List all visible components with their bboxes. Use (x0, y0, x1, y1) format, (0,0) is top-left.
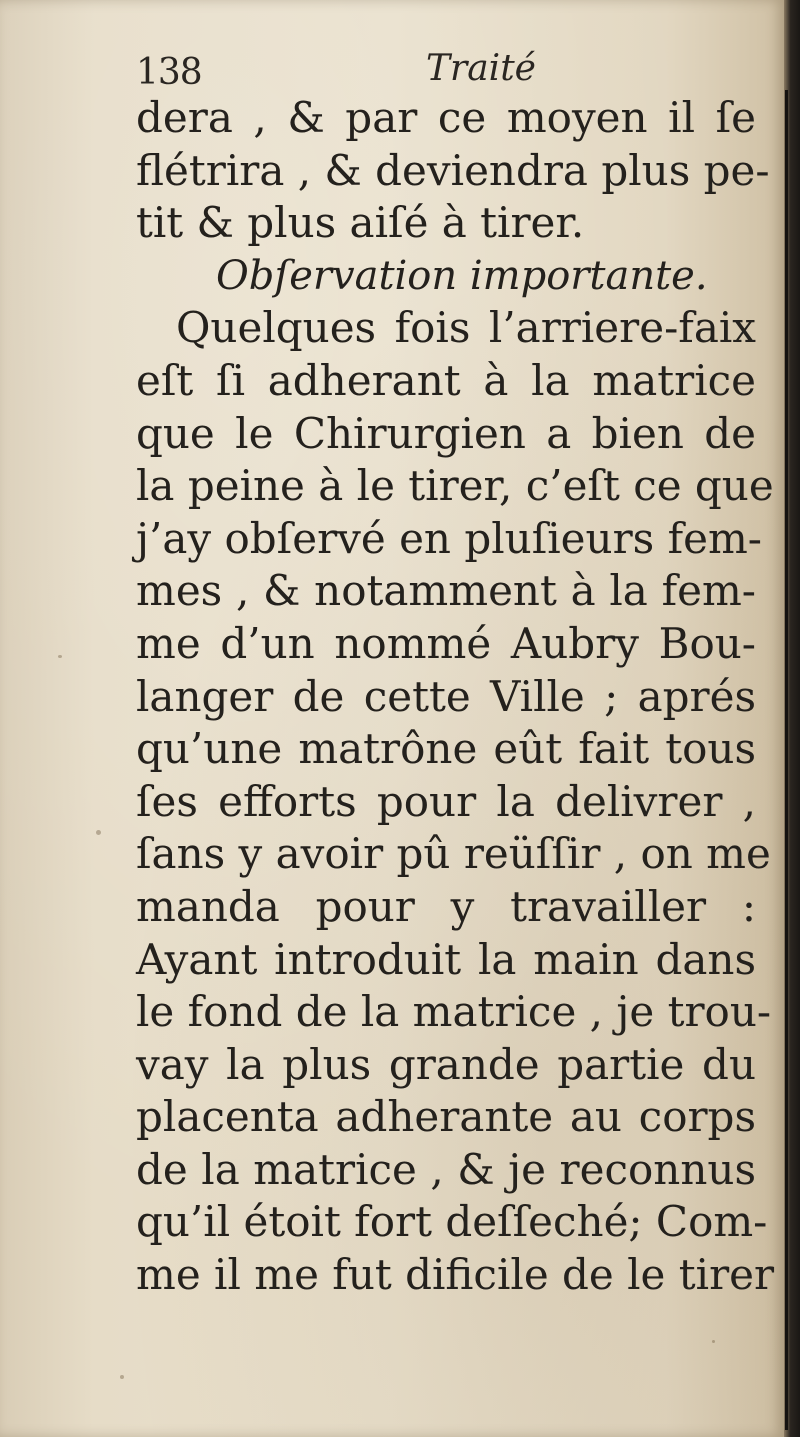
text-line: qu’il étoit fort deſſeché; Com- (136, 1197, 768, 1247)
running-head (136, 48, 736, 96)
text-line: Quelques fois l’arriere-faix (176, 303, 756, 353)
text-line: manda pour y travailler : (136, 881, 756, 931)
text-line: j’ay obſervé en pluſieurs fem- (136, 513, 762, 563)
page-number: 138 (136, 52, 202, 93)
text-line: langer de cette Ville ; aprés (136, 671, 756, 721)
text-line: mes , & notamment à la fem- (136, 566, 756, 616)
text-line: flétrira , & deviendra plus pe- (136, 145, 770, 195)
text-line: tit & plus aiſé à tirer. (136, 198, 585, 248)
section-heading: Obſervation importante. (216, 252, 708, 299)
text-line: de la matrice , & je reconnus (136, 1144, 756, 1194)
text-line: ſes efforts pour la delivrer , (136, 776, 756, 826)
text-line: me il me fut dificile de le tirer (136, 1250, 775, 1300)
text-line: me d’un nommé Aubry Bou- (136, 618, 756, 668)
paper-speck (58, 655, 62, 658)
text-line: Ayant introduit la main dans (136, 934, 756, 984)
text-line: eſt ſi adherant à la matrice (136, 355, 756, 405)
text-line: le fond de la matrice , je trou- (136, 987, 772, 1037)
paper-speck (96, 830, 101, 835)
page-gutter-line (785, 90, 788, 1430)
paper-speck (120, 1375, 124, 1379)
running-title: Traité (426, 48, 536, 89)
text-line: dera , & par ce moyen il ſe (136, 93, 756, 142)
text-line: qu’une matrône eût fait tous (136, 724, 756, 774)
text-line: la peine à le tirer, c’eſt ce que (136, 461, 774, 511)
text-line: vay la plus grande partie du (136, 1039, 756, 1089)
text-line: ſans y avoir pû reüſſir , on me (136, 829, 771, 879)
text-line: que le Chirurgien a bien de (136, 408, 756, 458)
paper-speck (712, 1340, 715, 1343)
body-text (136, 92, 775, 1302)
text-line: placenta adherante au corps (136, 1092, 756, 1142)
